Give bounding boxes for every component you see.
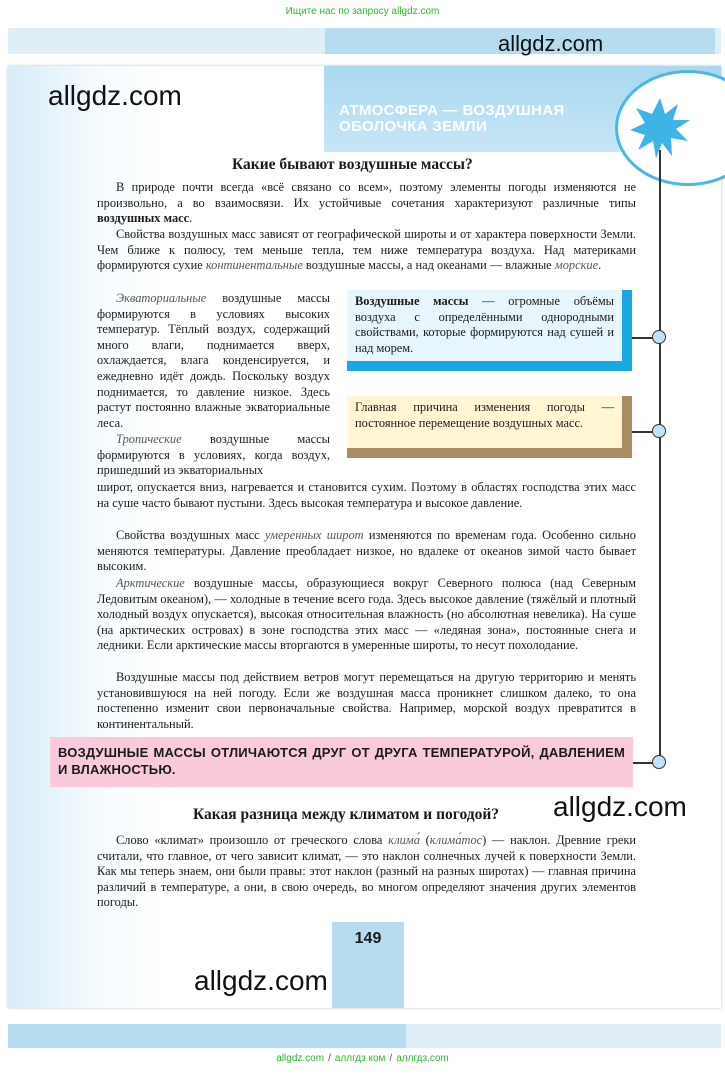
chapter-title — [339, 103, 579, 135]
bottom-link-3[interactable]: аллгдз.com — [396, 1053, 449, 1064]
paragraph-4-continued: широт, опускается вниз, нагревается и становится сухим. Поэтому в областях господства этих масс на суше часто бывают пустыни. Здесь высокая температура и высокое давление. — [97, 480, 636, 510]
next-page-tab — [8, 1024, 406, 1048]
definition-callout: Воздушные массы — огромные объёмы воздуха с определёнными однородными свойствами, которые формируются над сушей и над морем. — [347, 290, 632, 371]
bottom-link-1[interactable]: allgdz.com — [276, 1053, 325, 1064]
watermark-middle-right: allgdz.com — [553, 791, 687, 822]
timeline-dot-3 — [652, 755, 666, 769]
chapter-title-line2: ОБОЛОЧКА ЗЕМЛИ — [339, 118, 488, 135]
key-fact-callout: Главная причина изменения погоды — постоянное перемещение воздушных масс. — [347, 396, 632, 458]
bottom-link-2[interactable]: аллгдз ком — [334, 1053, 386, 1064]
paragraph-2: Свойства воздушных масс зависят от географической широты и от характера поверхности Земли. Чем ближе к полюсу, тем меньше тепла, тем ниже температура воздуха. Над материками формируются сухие континентальные воздушные массы, а над океанами — влажные морские. — [97, 227, 636, 273]
paragraph-7: Воздушные массы под действием ветров могут перемещаться на другую территорию и менять установившуюся на ней погоду. Если же воздушная масса проникнет слишком далеко, то она постепенно изменит свои первоначальные свойства. Например, морской воздух превратится в континентальный. — [97, 670, 636, 731]
chapter-title-line1: АТМОСФЕРА — ВОЗДУШНАЯ — [339, 102, 565, 119]
watermark-bottom: allgdz.com — [194, 965, 328, 996]
timeline-dot-1 — [652, 330, 666, 344]
timeline-vertical-line — [659, 150, 661, 768]
timeline-dot-2 — [652, 424, 666, 438]
paragraph-8-climate: Слово «климат» произошло от греческого слова клима́ (клима́тос) — наклон. Древние греки считали, что главное, от чего зависит климат, — это наклон солнечных лучей к поверхности Земли. Как мы теперь знаем, они были правы: этот наклон (разный на разных широтах) — главная причина различий в температуре, а они, в свою очередь, во многом определяют значения других элементов погоды. — [97, 833, 636, 910]
bottom-links: allgdz.com / аллгдз ком / аллгдз.com — [276, 1053, 449, 1064]
paragraph-6-arctic: Арктические воздушные массы, образующиеся вокруг Северного полюса (над Северным Ледовитым океаном), — холодные в течение всего года. Здесь высокое давление (тяжёлый и плотный холодный воздух опускается), высокая относительная влажность (но абсолютная невелика). На суше (на арктических островах) в зоне господства этих масс — «ледяная зона», постоянные снега и ледники. Если арктические массы вторгаются в умеренные широты, то несут похолодание. — [97, 576, 636, 653]
paragraph-4-tropical: Тропические воздушные массы формируются в условиях, когда воздух, пришедший из экваториальных — [97, 432, 330, 478]
section2-heading: Какая разница между климатом и погодой? — [193, 806, 500, 823]
paragraph-1: В природе почти всегда «всё связано со всем», поэтому элементы погоды изменяются не произвольно, а во взаимосвязи. Их устойчивые сочетания характеризуют различные типы воздушных масс. — [97, 180, 636, 226]
top-search-link[interactable]: Ищите нас по запросу allgdz.com — [285, 6, 440, 17]
rule-highlight-box: ВОЗДУШНЫЕ МАССЫ ОТЛИЧАЮТСЯ ДРУГ ОТ ДРУГА ТЕМПЕРАТУРОЙ, ДАВЛЕНИЕМ И ВЛАЖНОСТЬЮ. — [50, 737, 633, 787]
watermark-top-right: allgdz.com — [498, 31, 604, 56]
watermark-top-left: allgdz.com — [48, 80, 182, 111]
page-number: 149 — [354, 930, 382, 947]
section1-heading: Какие бывают воздушные массы? — [232, 156, 473, 173]
paragraph-5-temperate: Свойства воздушных масс умеренных широт изменяются по временам года. Особенно сильно меняются температуры. Давление преобладает низкое, но вдалеке от океанов зимой часто бывает высоким. — [97, 528, 636, 574]
paragraph-3-equatorial: Экваториальные воздушные массы формируются в условиях высоких температур. Тёплый воздух, содержащий много влаги, поднимается вверх, охлаждается, влага конденсируется, и ежедневно идёт дождь. Поскольку воздух поднимается, то давление низкое. Здесь растут постоянно влажные экваториальные леса. — [97, 291, 330, 430]
